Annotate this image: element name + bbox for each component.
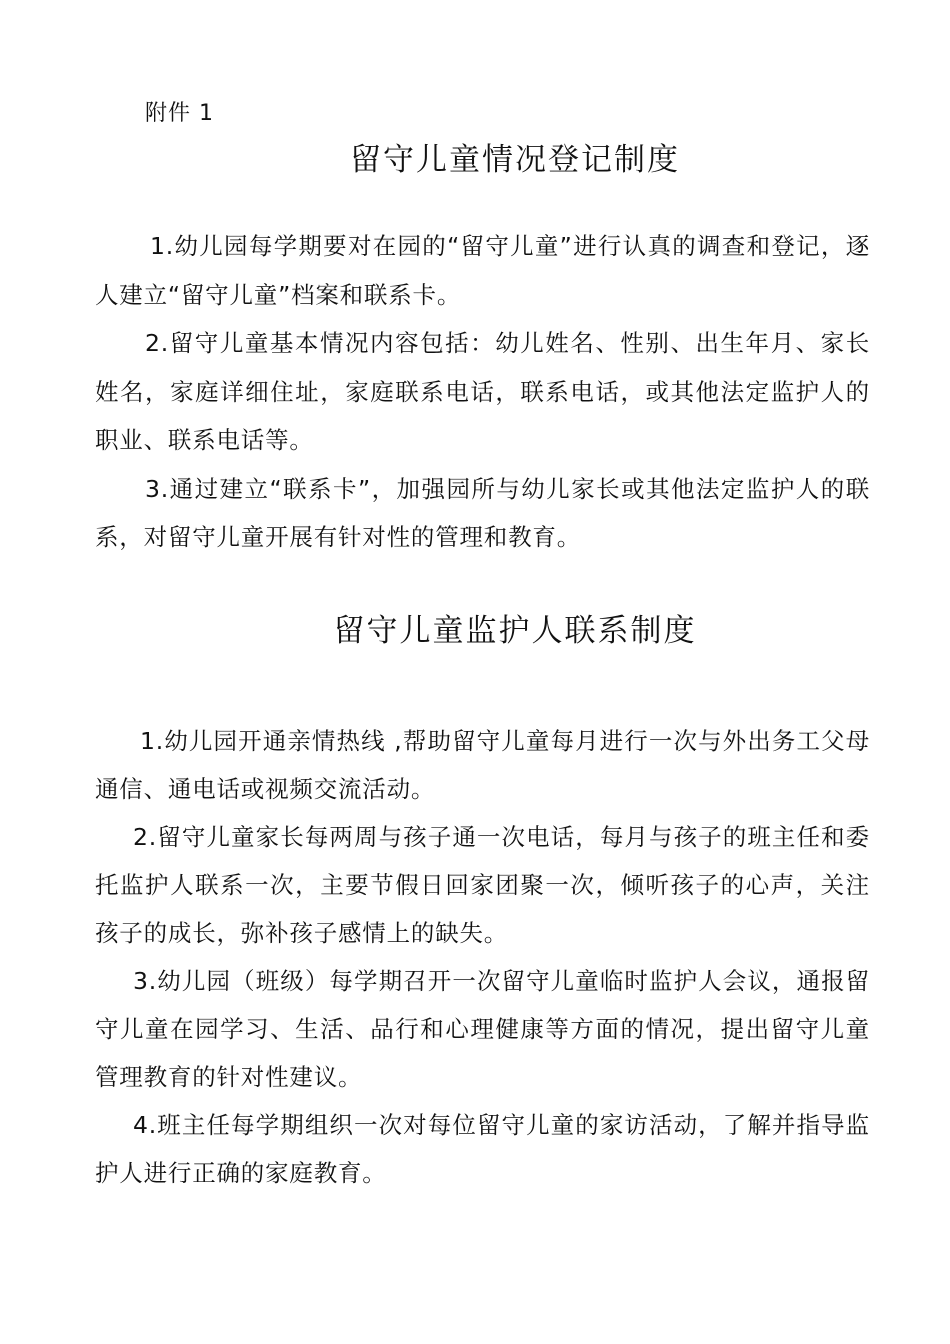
- paragraph: 2.留守儿童家长每两周与孩子通一次电话，每月与孩子的班主任和委托监护人联系一次，主要节假日回家团聚一次，倾听孩子的心声，关注孩子的成长，弥补孩子感情上的缺失。: [95, 823, 870, 947]
- paragraph: 2.留守儿童基本情况内容包括：幼儿姓名、性别、出生年月、家长姓名，家庭详细住址，家庭联系电话，联系电话，或其他法定监护人的职业、联系电话等。: [95, 329, 870, 454]
- paragraph: 1.幼儿园每学期要对在园的“留守儿童”进行认真的调查和登记，逐人建立“留守儿童”档案和联系卡。: [95, 232, 870, 309]
- paragraph: 3.通过建立“联系卡”，加强园所与幼儿家长或其他法定监护人的联系，对留守儿童开展有针对性的管理和教育。: [95, 474, 870, 551]
- section-title-registration: 留守儿童情况登记制度: [350, 142, 680, 178]
- attachment-label: 附件 1: [145, 101, 214, 126]
- section-guardian-contact-body: [95, 717, 870, 1197]
- paragraph: 4.班主任每学期组织一次对每位留守儿童的家访活动，了解并指导监护人进行正确的家庭教育。: [95, 1111, 870, 1187]
- section-registration-body: [95, 222, 870, 562]
- paragraph: 3.幼儿园（班级）每学期召开一次留守儿童临时监护人会议，通报留守儿童在园学习、生活、品行和心理健康等方面的情况，提出留守儿童管理教育的针对性建议。: [95, 967, 870, 1091]
- paragraph: 1.幼儿园开通亲情热线 ,帮助留守儿童每月进行一次与外出务工父母通信、通电话或视频交流活动。: [95, 727, 870, 803]
- section-title-guardian-contact: 留守儿童监护人联系制度: [333, 613, 697, 649]
